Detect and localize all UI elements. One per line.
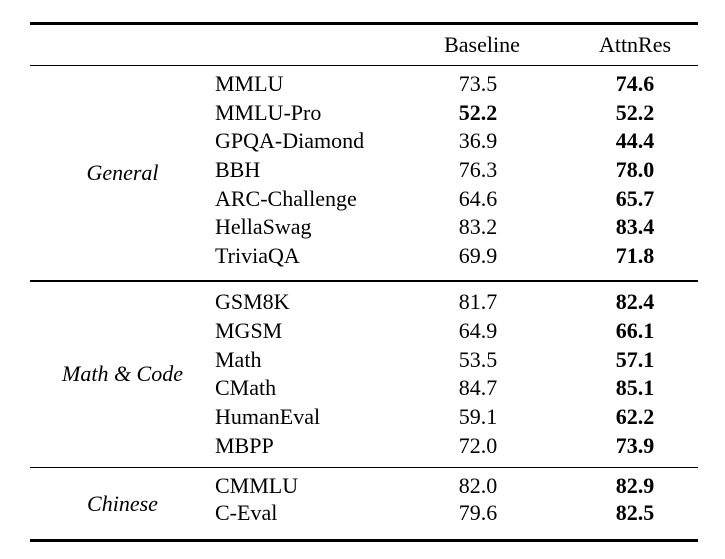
baseline-value: 69.9 — [458, 242, 498, 268]
table-row — [215, 99, 698, 128]
table-rule-bottom — [30, 539, 698, 542]
column-header-attnres: AttnRes — [598, 31, 672, 57]
table-row — [215, 432, 698, 461]
section-chinese — [30, 468, 698, 539]
table-row — [215, 156, 698, 185]
table-row — [215, 241, 698, 270]
baseline-value: 64.6 — [458, 185, 498, 211]
table-row — [215, 472, 698, 500]
benchmark-name: MBPP — [215, 433, 274, 459]
table-row — [215, 213, 698, 242]
benchmark-name: Math — [215, 346, 262, 372]
benchmark-name: GPQA-Diamond — [215, 128, 365, 154]
attnres-value: 82.5 — [615, 500, 655, 526]
attnres-value: 65.7 — [615, 185, 655, 211]
group-label-chinese: Chinese — [87, 490, 158, 516]
attnres-value: 78.0 — [615, 157, 655, 183]
benchmark-name: TriviaQA — [215, 242, 300, 268]
baseline-value: 84.7 — [458, 375, 498, 401]
section-general-rows — [215, 66, 698, 280]
table-row — [215, 316, 698, 345]
benchmark-name: HumanEval — [215, 404, 321, 430]
baseline-value: 36.9 — [458, 128, 498, 154]
baseline-value: 59.1 — [458, 404, 498, 430]
section-chinese-rows — [215, 468, 698, 539]
section-math-code — [30, 282, 698, 467]
group-label-general: General — [86, 160, 159, 185]
attnres-value: 85.1 — [615, 375, 655, 401]
attnres-value: 52.2 — [615, 99, 655, 125]
benchmark-name: HellaSwag — [215, 214, 312, 240]
baseline-value: 52.2 — [458, 99, 498, 125]
benchmark-name: CMMLU — [215, 472, 299, 498]
attnres-value: 73.9 — [615, 433, 655, 459]
benchmark-name: CMath — [215, 375, 277, 401]
table-row — [215, 127, 698, 156]
section-general — [30, 66, 698, 280]
benchmark-name: MMLU-Pro — [215, 99, 322, 125]
attnres-value: 82.9 — [615, 472, 655, 498]
table-row — [215, 403, 698, 432]
table-row — [215, 374, 698, 403]
table-row — [215, 500, 698, 528]
baseline-value: 64.9 — [458, 317, 498, 343]
table-row — [215, 184, 698, 213]
attnres-value: 71.8 — [615, 242, 655, 268]
results-table — [30, 22, 698, 542]
benchmark-name: BBH — [215, 157, 261, 183]
column-header-baseline: Baseline — [444, 31, 520, 57]
baseline-value: 81.7 — [458, 288, 498, 314]
table-row — [215, 288, 698, 317]
baseline-value: 76.3 — [458, 157, 498, 183]
attnres-value: 82.4 — [615, 288, 655, 314]
benchmark-name: C-Eval — [215, 500, 278, 526]
table-row — [215, 345, 698, 374]
baseline-value: 82.0 — [458, 472, 498, 498]
attnres-value: 57.1 — [615, 346, 655, 372]
benchmark-name: MMLU — [215, 71, 284, 97]
baseline-value: 79.6 — [458, 500, 498, 526]
baseline-value: 72.0 — [458, 433, 498, 459]
attnres-value: 44.4 — [615, 128, 655, 154]
attnres-value: 74.6 — [615, 71, 655, 97]
baseline-value: 73.5 — [458, 71, 498, 97]
benchmark-name: MGSM — [215, 317, 283, 343]
attnres-value: 83.4 — [615, 214, 655, 240]
group-label-math-code: Math & Code — [62, 361, 183, 386]
attnres-value: 66.1 — [615, 317, 655, 343]
benchmark-name: GSM8K — [215, 288, 290, 314]
table-header-row — [30, 25, 698, 65]
table-row — [215, 70, 698, 99]
benchmark-name: ARC-Challenge — [215, 185, 357, 211]
baseline-value: 83.2 — [458, 214, 498, 240]
section-math-code-rows — [215, 282, 698, 467]
baseline-value: 53.5 — [458, 346, 498, 372]
attnres-value: 62.2 — [615, 404, 655, 430]
